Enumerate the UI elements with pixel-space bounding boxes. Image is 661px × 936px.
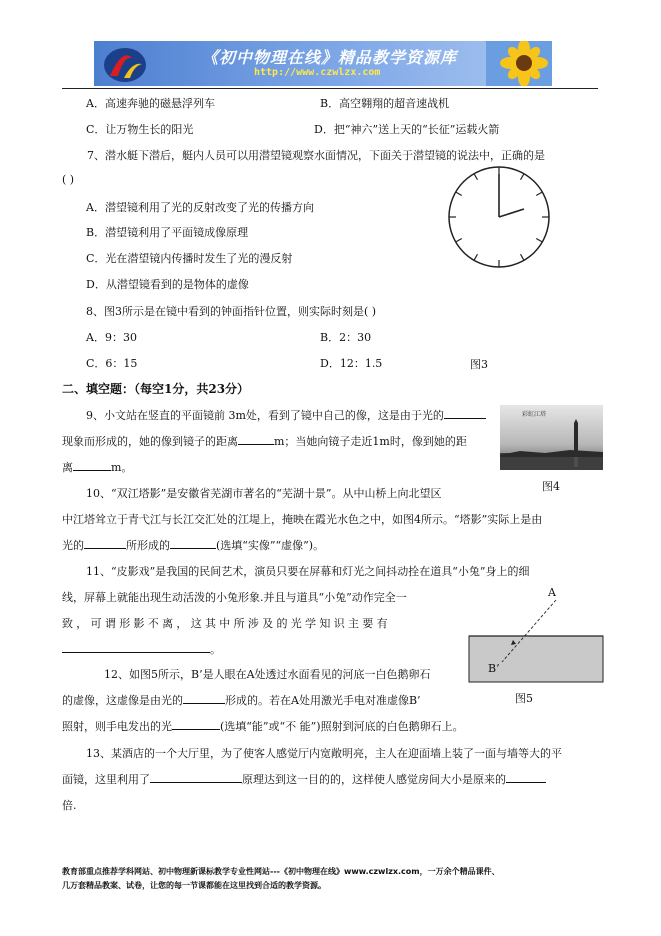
q12-text-2b: 形成的。若在A处用激光手电对准虚像B’	[225, 694, 421, 707]
q13-blank-1[interactable]	[150, 772, 242, 783]
q7-option-a: A．潜望镜利用了光的反射改变了光的传播方向	[86, 201, 314, 214]
q7-option-d: D．从潜望镜看到的是物体的虚像	[86, 278, 249, 291]
q9-line-1	[86, 407, 486, 423]
q9-text-2b: m；当她向镜子走近1m时，像到她的距	[274, 435, 467, 448]
q6-option-a: A．高速奔驰的磁悬浮列车	[86, 97, 215, 110]
q10-blank-1[interactable]	[84, 538, 126, 549]
clock-figure	[446, 164, 552, 270]
q13-line-2	[62, 771, 546, 787]
q11-line-2: 线，屏幕上就能出现生动活泼的小兔形象.并且与道具“小兔”动作完全一	[62, 591, 407, 604]
q12-text-2a: 的虚像，这虚像是由光的	[62, 694, 183, 707]
figure-4-caption: 图4	[542, 480, 560, 493]
q8-option-c: C．6：15	[86, 357, 138, 370]
q9-text-1: 9、小文站在竖直的平面镜前 3m处，看到了镜中自己的像，这是由于光的	[86, 409, 444, 422]
q6-option-b: B．高空翱翔的超音速战机	[320, 97, 450, 110]
q13-line-1: 13、某酒店的一个大厅里，为了使客人感觉厅内宽敞明亮，主人在迎面墙上装了一面与墙等大的平	[86, 747, 562, 760]
figure-3-caption: 图3	[470, 358, 488, 371]
clock-tick	[536, 239, 542, 243]
q13-text-2a: 面镜，这里利用了	[62, 773, 150, 786]
water-body	[469, 636, 603, 682]
q9-text-3b: m。	[111, 461, 133, 474]
q8-option-b: B．2：30	[320, 331, 372, 344]
q12-line-3	[62, 718, 464, 734]
q10-text-3b: 所形成的	[126, 539, 170, 552]
q10-blank-2[interactable]	[170, 538, 216, 549]
q12-line-1: 12、如图5所示，B’是人眼在A处透过水面看见的河底一白色鹅卵石	[104, 668, 431, 681]
header-banner	[94, 41, 552, 86]
clock-tick	[474, 174, 478, 180]
clock-tick	[474, 254, 478, 260]
q8-option-a: A．9：30	[86, 331, 137, 344]
banner-url[interactable]: http://www.czwlzx.com	[254, 67, 381, 78]
q9-blank-3[interactable]	[73, 460, 111, 471]
sunflower-icon	[486, 41, 552, 86]
q10-text-3c: (选填“实像”“虚像”)。	[216, 539, 325, 552]
label-a: A	[548, 586, 556, 599]
footer-line-2: 几万套精品教案、试卷，让您的每一节课都能在这里找到合适的教学资源。	[62, 881, 326, 890]
footer-line-1: 教育部重点推荐学科网站、初中物理新课标教学专业性网站---《初中物理在线》www.czwlzx.com，一万余个精品课件、	[62, 867, 500, 876]
figure-5-caption: 图5	[515, 692, 533, 705]
clock-hour-hand	[499, 209, 524, 217]
clock-tick	[456, 192, 462, 196]
q9-line-2	[62, 433, 467, 449]
q10-line-3	[62, 537, 324, 553]
q12-blank-1[interactable]	[183, 693, 225, 704]
q7-option-b: B．潜望镜利用了平面镜成像原理	[86, 226, 249, 239]
q9-blank-2[interactable]	[238, 434, 274, 445]
q9-blank-1[interactable]	[444, 408, 486, 419]
q13-line-3: 倍.	[62, 799, 77, 812]
photo-caption-text: 彩虹江塔	[522, 411, 547, 418]
q12-text-3b: (选填“能”或“不 能”)照射到河底的白色鹅卵石上。	[220, 720, 464, 733]
q12-line-2	[62, 692, 421, 708]
q12-blank-2[interactable]	[172, 719, 220, 730]
tower-photo	[500, 405, 603, 470]
section-2-title: 二、填空题：（每空1分，共23分）	[62, 382, 250, 396]
clock-tick	[536, 192, 542, 196]
q13-blank-2[interactable]	[506, 772, 546, 783]
q9-line-3	[62, 459, 132, 475]
q7-stem: 7、潜水艇下潜后，艇内人员可以用潜望镜观察水面情况，下面关于潜望镜的说法中，正确的是	[87, 149, 545, 162]
logo-icon	[102, 44, 148, 84]
clock-tick	[456, 239, 462, 243]
q6-option-d: D．把“神六”送上天的“长征”运载火箭	[314, 123, 500, 136]
q9-text-3a: 离	[62, 461, 73, 474]
q12-text-3a: 照射，则手电发出的光	[62, 720, 172, 733]
clock-tick	[521, 254, 525, 260]
q7-option-c: C．光在潜望镜内传播时发生了光的漫反射	[86, 252, 293, 265]
clock-tick	[521, 174, 525, 180]
q11-text-4: 。	[210, 643, 221, 656]
q11-line-4	[62, 641, 221, 657]
label-b-prime: B’	[488, 662, 500, 675]
q8-option-d: D．12：1.5	[320, 357, 383, 370]
header-rule	[62, 88, 598, 89]
q11-line-3: 致，可谓形影不离，这其中所涉及的光学知识主要有	[62, 617, 391, 630]
q8-stem: 8、图3所示是在镜中看到的钟面指针位置，则实际时刻是( )	[86, 305, 377, 318]
q10-line-2: 中江塔耸立于青弋江与长江交汇处的江堤上，掩映在霞光水色之中，如图4所示。“塔影”实际上是由	[62, 513, 543, 526]
q6-option-c: C．让万物生长的阳光	[86, 123, 194, 136]
q10-text-3a: 光的	[62, 539, 84, 552]
q9-text-2a: 现象而形成的，她的像到镜子的距离	[62, 435, 238, 448]
banner-title: 《初中物理在线》精品教学资源库	[202, 48, 458, 67]
water-refraction-figure	[468, 584, 604, 684]
q10-line-1: 10、“双江塔影”是安徽省芜湖市著名的“芜湖十景”。从中山桥上向北望区	[86, 487, 442, 500]
q11-blank-1[interactable]	[62, 642, 210, 653]
q7-paren: ( )	[62, 173, 75, 186]
q11-line-1: 11、“皮影戏”是我国的民间艺术，演员只要在屏幕和灯光之间抖动拴在道具“小兔”身上的细	[86, 565, 530, 578]
tower-silhouette	[574, 419, 578, 453]
q13-text-2b: 原理达到这一目的的，这样使人感觉房间大小是原来的	[242, 773, 506, 786]
